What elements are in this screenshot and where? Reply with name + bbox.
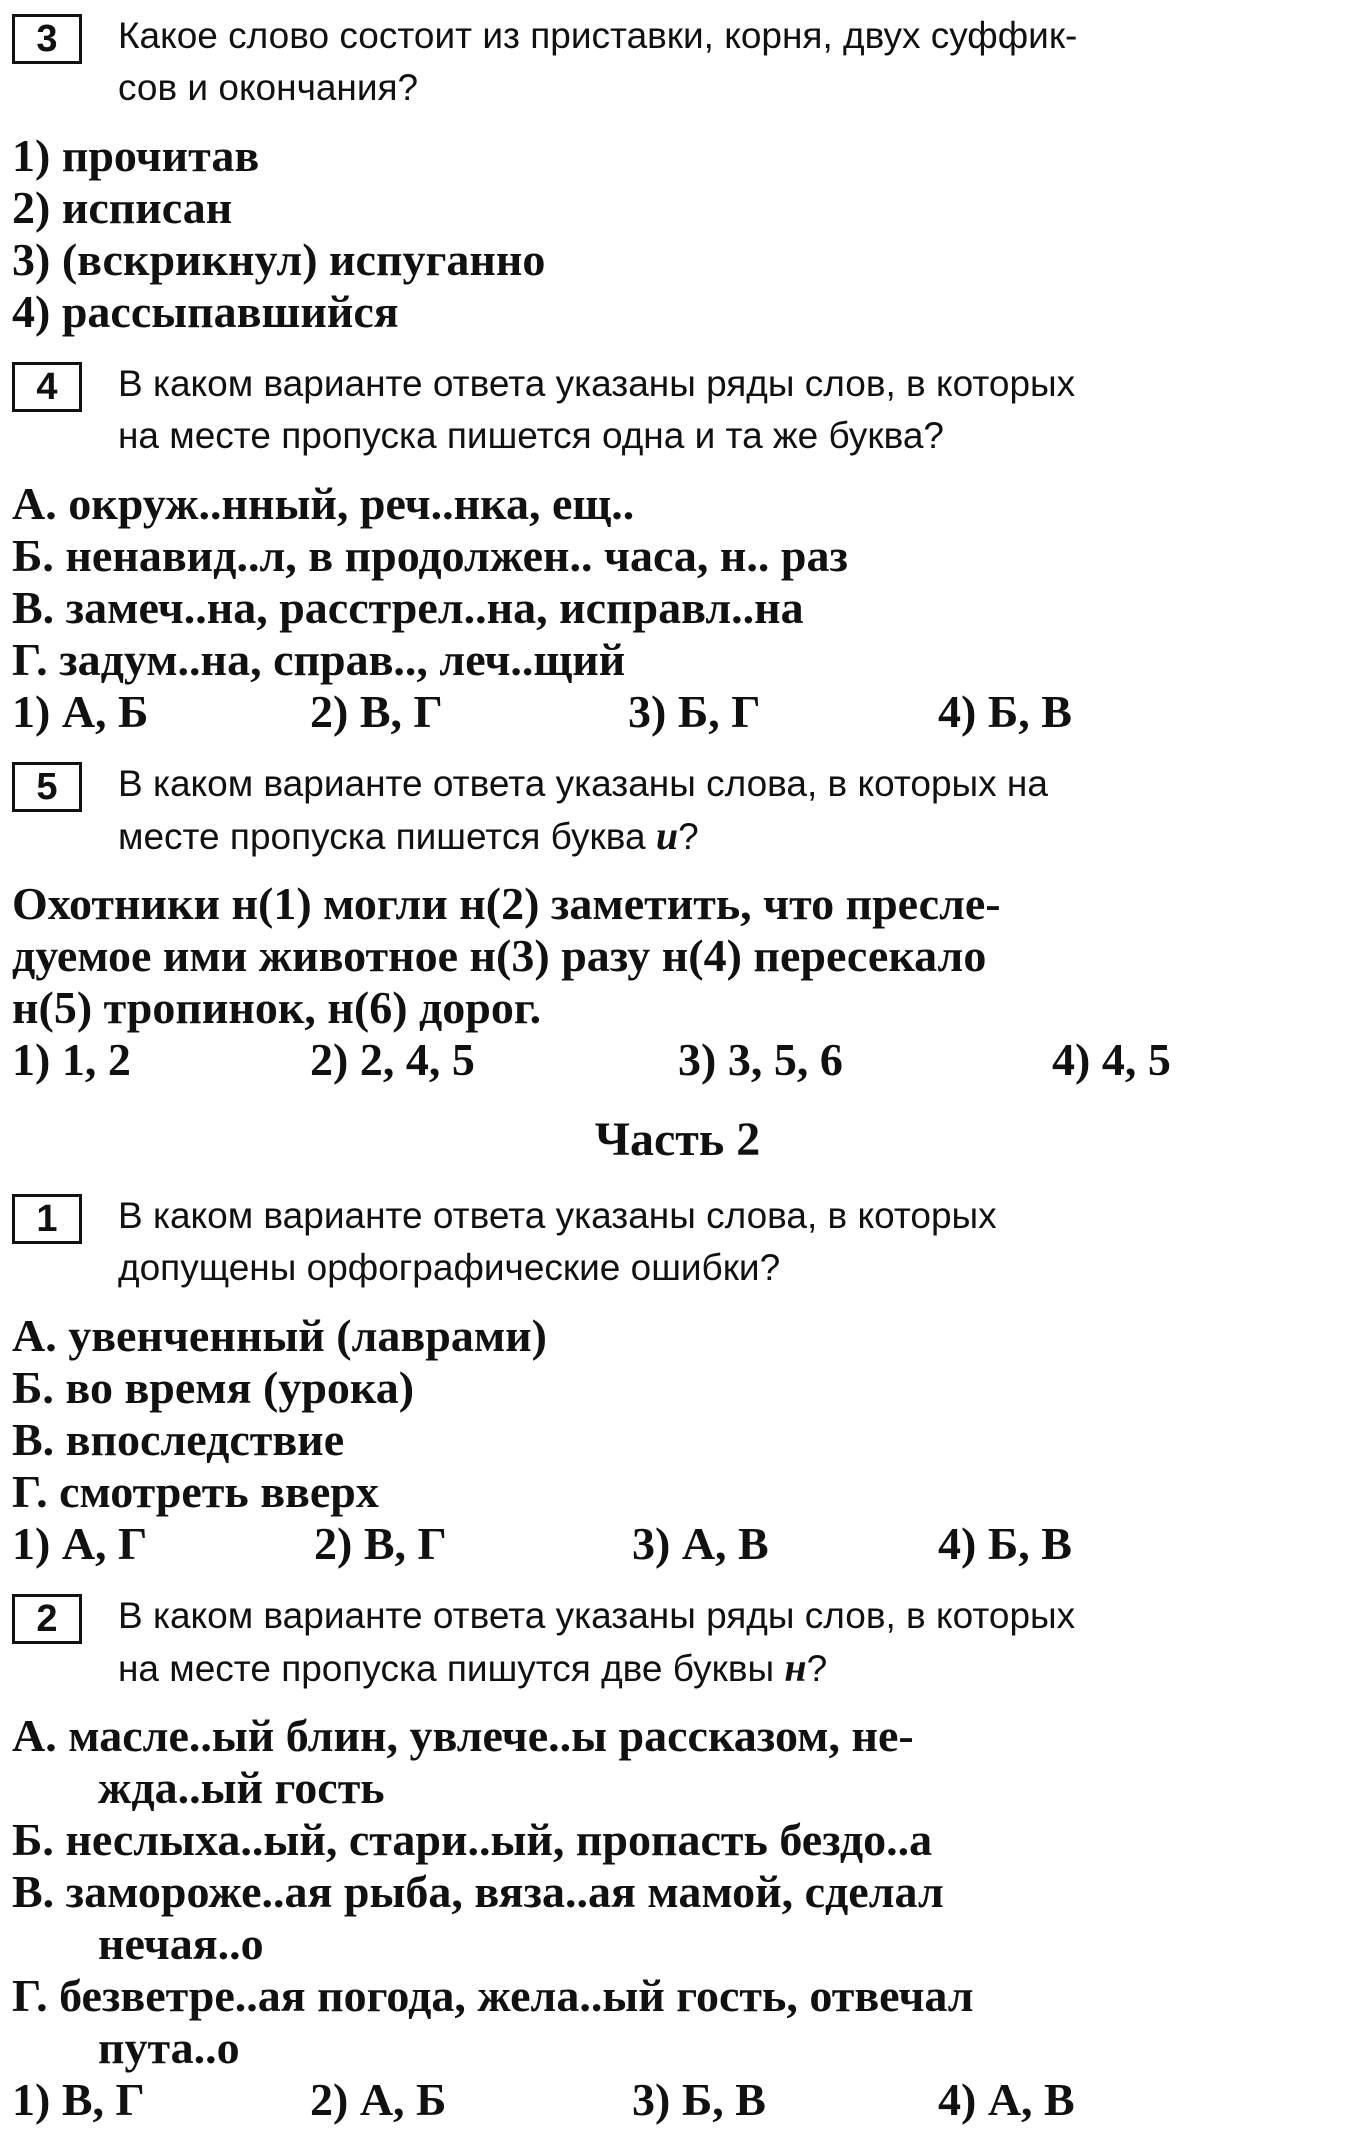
question-number-box: 4 [12, 362, 82, 412]
answer-options-row [12, 2074, 1332, 2126]
prompt-text: месте пропуска пишется буква [118, 816, 656, 857]
variant-row: В. впоследствие [12, 1414, 345, 1465]
answer-options-row [12, 686, 1332, 738]
question-prompt-line: допущены орфографические ошибки? [118, 1247, 781, 1288]
variant-row: Б. во время (урока) [12, 1362, 415, 1413]
answer-option: 2) В, Г [314, 1518, 447, 1569]
option-line: 2) исписан [12, 182, 233, 233]
variant-row: В. замеч..на, расстрел..на, исправл..на [12, 582, 804, 633]
answer-option: 1) А, Г [12, 1518, 148, 1569]
variant-row: А. масле..ый блин, увлече..ы рассказом, не- [12, 1710, 914, 1761]
question-prompt-line [118, 810, 1345, 863]
variant-row: Г. задум..на, справ.., леч..щий [12, 634, 626, 685]
question-number-box: 3 [12, 14, 82, 64]
answer-option: 4) 4, 5 [1052, 1034, 1171, 1085]
part2-question-1-header [10, 1190, 1345, 1294]
question-prompt-line: В каком варианте ответа указаны ряды слов, в которых [118, 1595, 1076, 1636]
variant-row-continuation: пута..о [98, 2022, 240, 2073]
question-prompt-line: В каком варианте ответа указаны слова, в которых [118, 1195, 997, 1236]
variant-row: Б. неслыха..ый, стари..ый, пропасть бездо..а [12, 1814, 933, 1865]
question-prompt-line [118, 1642, 1345, 1695]
answer-options-row [12, 1034, 1332, 1086]
answer-option: 3) А, В [632, 1518, 769, 1569]
question-prompt-line: на месте пропуска пишется одна и та же буква? [118, 415, 944, 456]
question-prompt-line: В каком варианте ответа указаны слова, в которых на [118, 763, 1048, 804]
variant-row-continuation: нечая..о [98, 1918, 264, 1969]
prompt-text: на месте пропуска пишутся две буквы [118, 1648, 785, 1689]
question-prompt-line: В каком варианте ответа указаны ряды слов, в которых [118, 363, 1076, 404]
prompt-text: ? [678, 816, 699, 857]
highlighted-letter: н [784, 1645, 807, 1690]
answer-option: 1) А, Б [12, 686, 149, 737]
prompt-text: ? [806, 1648, 828, 1689]
option-line: 1) прочитав [12, 130, 260, 181]
answer-option: 3) Б, В [632, 2074, 766, 2125]
question-number-box: 5 [12, 762, 82, 812]
option-line: 3) (вскрикнул) испуганно [12, 234, 546, 285]
question-4-header [10, 358, 1345, 462]
variant-row: А. окруж..нный, реч..нка, ещ.. [12, 478, 635, 529]
answer-options-row [12, 1518, 1332, 1570]
variant-row: В. замороже..ая рыба, вяза..ая мамой, сделал [12, 1866, 944, 1917]
highlighted-letter: и [655, 813, 679, 858]
answer-option: 1) В, Г [12, 2074, 145, 2125]
option-line: 4) рассыпавшийся [12, 286, 399, 337]
question-number-box: 2 [12, 1594, 82, 1644]
question-3-header [10, 10, 1345, 114]
answer-option: 2) В, Г [310, 686, 443, 737]
answer-option: 4) Б, В [938, 686, 1072, 737]
exercise-text-line: Охотники н(1) могли н(2) заметить, что пресле- [12, 878, 1001, 929]
variant-row-continuation: жда..ый гость [98, 1762, 385, 1813]
section-title: Часть 2 [594, 1113, 761, 1166]
answer-option: 3) Б, Г [628, 686, 761, 737]
variant-row: Г. смотреть вверх [12, 1466, 379, 1517]
variant-row: Г. безветре..ая погода, жела..ый гость, отвечал [12, 1970, 974, 2021]
answer-option: 4) Б, В [938, 1518, 1072, 1569]
question-number-box: 1 [12, 1194, 82, 1244]
answer-option: 2) А, Б [310, 2074, 447, 2125]
exercise-text-line: н(5) тропинок, н(6) дорог. [12, 982, 542, 1033]
variant-row: Б. ненавид..л, в продолжен.. часа, н.. раз [12, 530, 848, 581]
question-prompt-line: сов и окончания? [118, 67, 419, 108]
question-5-header [10, 758, 1345, 863]
exercise-text-line: дуемое ими животное н(3) разу н(4) пересекало [12, 930, 987, 981]
answer-option: 4) А, В [938, 2074, 1075, 2125]
answer-option: 1) 1, 2 [12, 1034, 131, 1085]
variant-row: А. увенченный (лаврами) [12, 1310, 547, 1361]
question-prompt-line: Какое слово состоит из приставки, корня, двух суффик- [118, 15, 1078, 56]
part2-question-2-header [10, 1590, 1345, 1695]
answer-option: 2) 2, 4, 5 [310, 1034, 475, 1085]
answer-option: 3) 3, 5, 6 [678, 1034, 843, 1085]
